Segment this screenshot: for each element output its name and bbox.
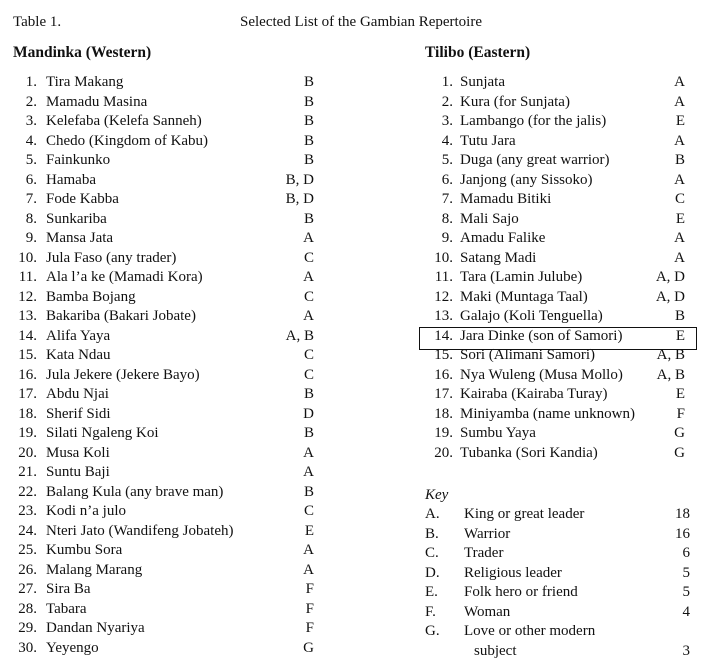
- key-item: [0, 525, 709, 545]
- item-name: Chedo (Kingdom of Kabu): [46, 132, 209, 149]
- item-name: Kata Ndau: [46, 347, 111, 363]
- item-name: Jula Jekere (Jekere Bayo): [46, 366, 200, 383]
- item-number: 17.: [434, 386, 453, 402]
- item-name: Jula Faso (any trader): [46, 249, 177, 266]
- key-label: Folk hero or friend: [464, 584, 578, 600]
- item-name: Kodi n’a julo: [46, 503, 126, 519]
- item-name: Abdu Njai: [46, 386, 109, 402]
- list-item: [0, 366, 709, 386]
- item-name: Mamadu Bitiki: [460, 191, 552, 207]
- key-label: Religious leader: [464, 564, 562, 581]
- item-category: C: [674, 191, 685, 207]
- item-number: 25.: [18, 542, 37, 558]
- item-name: Sunjata: [460, 74, 505, 90]
- item-category: C: [303, 366, 314, 383]
- item-category: A: [674, 171, 685, 188]
- item-number: 3.: [25, 113, 37, 129]
- highlight-box: [419, 327, 697, 350]
- item-name: Yeyengo: [46, 639, 99, 656]
- item-category: A: [303, 269, 314, 285]
- item-number: 7.: [441, 191, 453, 207]
- item-name: Sira Ba: [46, 581, 91, 597]
- item-number: 11.: [434, 269, 453, 285]
- key-item-continuation: [0, 642, 709, 662]
- item-number: 16.: [434, 366, 453, 383]
- item-name: Galajo (Koli Tenguella): [460, 308, 603, 324]
- item-number: 21.: [18, 464, 37, 480]
- right-heading: Tilibo (Eastern): [425, 44, 531, 61]
- item-number: 26.: [18, 561, 37, 578]
- item-name: Kura (for Sunjata): [460, 93, 570, 110]
- item-category: E: [675, 113, 685, 129]
- item-category: D: [303, 405, 314, 422]
- key-item: [0, 544, 709, 564]
- key-item: [0, 505, 709, 525]
- item-number: 1.: [441, 74, 453, 90]
- item-name: Kumbu Sora: [46, 542, 123, 558]
- item-category: E: [675, 327, 685, 344]
- list-item: [0, 151, 709, 171]
- item-number: 20.: [434, 444, 453, 461]
- list-item: [0, 405, 709, 425]
- item-number: 19.: [18, 425, 37, 441]
- item-category: E: [675, 386, 685, 402]
- item-number: 4.: [25, 132, 37, 149]
- item-name: Tutu Jara: [460, 132, 516, 149]
- item-category: A: [303, 561, 314, 578]
- key-letter: B.: [425, 525, 439, 542]
- key-item: [0, 583, 709, 603]
- item-number: 20.: [18, 444, 37, 461]
- key-letter: F.: [425, 603, 436, 620]
- item-category: C: [303, 249, 314, 266]
- item-category: E: [675, 210, 685, 227]
- item-category: C: [303, 347, 314, 363]
- list-item: [0, 268, 709, 288]
- list-item: [0, 307, 709, 327]
- item-number: 10.: [434, 249, 453, 266]
- item-name: Suntu Baji: [46, 464, 110, 480]
- item-number: 22.: [18, 483, 37, 500]
- key-title: Key: [425, 487, 449, 503]
- list-item: [0, 93, 709, 113]
- key-letter: G.: [425, 623, 440, 639]
- item-category: A: [674, 230, 685, 246]
- list-item: [0, 424, 709, 444]
- item-number: 15.: [434, 347, 453, 363]
- item-name: Mamadu Masina: [46, 93, 148, 110]
- list-item: [0, 132, 709, 152]
- item-number: 5.: [25, 152, 37, 168]
- item-number: 3.: [441, 113, 453, 129]
- item-number: 7.: [25, 191, 37, 207]
- item-category: G: [674, 425, 685, 441]
- item-name: Kelefaba (Kelefa Sanneh): [46, 113, 202, 129]
- item-name: Miniyamba (name unknown): [460, 405, 635, 422]
- list-item: [0, 288, 709, 308]
- item-category: A: [303, 464, 314, 480]
- list-item: [0, 210, 709, 230]
- item-name: Balang Kula (any brave man): [46, 483, 224, 500]
- item-name: Nteri Jato (Wandifeng Jobateh): [46, 522, 234, 539]
- item-category: F: [305, 600, 314, 617]
- item-number: 14.: [434, 327, 453, 344]
- item-category: A: [674, 249, 685, 266]
- item-category: A, B: [656, 366, 685, 383]
- item-category: G: [303, 639, 314, 656]
- key-label: Warrior: [464, 525, 511, 542]
- item-category: E: [304, 522, 314, 539]
- list-item: [0, 190, 709, 210]
- item-name: Sherif Sidi: [46, 405, 111, 422]
- item-name: Musa Koli: [46, 444, 110, 461]
- item-number: 9.: [25, 230, 37, 246]
- item-category: A: [674, 74, 685, 90]
- item-category: A: [303, 230, 314, 246]
- key-count: 4: [682, 603, 690, 620]
- item-category: B: [303, 74, 314, 90]
- item-name: Alifa Yaya: [46, 327, 111, 344]
- item-number: 29.: [18, 620, 37, 636]
- item-number: 18.: [18, 405, 37, 422]
- item-category: B: [674, 152, 685, 168]
- item-category: B: [303, 132, 314, 149]
- item-category: B: [674, 308, 685, 324]
- list-item: [0, 385, 709, 405]
- item-name: Bamba Bojang: [46, 288, 136, 305]
- list-item: [0, 112, 709, 132]
- item-name: Tara (Lamin Julube): [460, 269, 583, 285]
- item-category: G: [674, 444, 685, 461]
- item-number: 8.: [441, 210, 453, 227]
- item-number: 13.: [18, 308, 37, 324]
- key-count: 18: [675, 506, 690, 522]
- item-category: A, B: [285, 327, 314, 344]
- key-label: King or great leader: [464, 506, 585, 522]
- item-category: A: [303, 308, 314, 324]
- list-item: [0, 249, 709, 269]
- item-number: 24.: [18, 522, 37, 539]
- item-category: C: [303, 503, 314, 519]
- item-number: 12.: [18, 288, 37, 305]
- item-name: Jara Dinke (son of Samori): [460, 327, 623, 344]
- item-name: Fainkunko: [46, 152, 111, 168]
- item-category: C: [303, 288, 314, 305]
- item-name: Malang Marang: [46, 561, 143, 578]
- item-name: Mansa Jata: [46, 230, 114, 246]
- key-letter: E.: [425, 584, 438, 600]
- key-item: [0, 564, 709, 584]
- item-category: A, B: [656, 347, 685, 363]
- key-label-continued: subject: [474, 642, 517, 659]
- item-name: Duga (any great warrior): [460, 152, 610, 168]
- item-number: 30.: [18, 639, 37, 656]
- key-item: [0, 603, 709, 623]
- left-heading: Mandinka (Western): [13, 44, 152, 61]
- item-category: F: [305, 581, 314, 597]
- list-item: [0, 463, 709, 483]
- item-name: Sumbu Yaya: [460, 425, 536, 441]
- item-name: Janjong (any Sissoko): [460, 171, 593, 188]
- item-number: 9.: [441, 230, 453, 246]
- item-category: A: [303, 542, 314, 558]
- item-category: B: [303, 425, 314, 441]
- item-number: 16.: [18, 366, 37, 383]
- item-name: Tira Makang: [46, 74, 124, 90]
- list-item: [0, 229, 709, 249]
- item-number: 14.: [18, 327, 37, 344]
- item-number: 13.: [434, 308, 453, 324]
- item-number: 6.: [441, 171, 453, 188]
- key-letter: D.: [425, 564, 440, 581]
- item-number: 12.: [434, 288, 453, 305]
- list-item: [0, 171, 709, 191]
- key-count: 3: [682, 642, 690, 659]
- key-label: Woman: [464, 603, 511, 620]
- item-category: F: [676, 405, 685, 422]
- item-category: B: [303, 152, 314, 168]
- item-number: 6.: [25, 171, 37, 188]
- list-item: [0, 444, 709, 464]
- item-number: 10.: [18, 249, 37, 266]
- item-number: 1.: [25, 74, 37, 90]
- item-category: B: [303, 210, 314, 227]
- list-item: [0, 73, 709, 93]
- item-number: 2.: [25, 93, 37, 110]
- item-category: B: [303, 113, 314, 129]
- item-name: Tabara: [46, 600, 87, 617]
- item-category: B, D: [285, 171, 314, 188]
- item-category: A, D: [655, 269, 685, 285]
- item-name: Kairaba (Kairaba Turay): [460, 386, 608, 402]
- item-category: B: [303, 386, 314, 402]
- key-item: [0, 622, 709, 642]
- item-category: B: [303, 93, 314, 110]
- item-name: Mali Sajo: [460, 210, 519, 227]
- item-name: Tubanka (Sori Kandia): [460, 444, 598, 461]
- key-letter: A.: [425, 506, 440, 522]
- key-count: 16: [675, 525, 690, 542]
- item-number: 19.: [434, 425, 453, 441]
- item-name: Maki (Muntaga Taal): [460, 288, 588, 305]
- item-name: Sunkariba: [46, 210, 107, 227]
- item-name: Dandan Nyariya: [46, 620, 145, 636]
- key-count: 5: [682, 564, 690, 581]
- item-name: Ala l’a ke (Mamadi Kora): [46, 269, 203, 285]
- item-number: 28.: [18, 600, 37, 617]
- item-name: Fode Kabba: [46, 191, 119, 207]
- item-number: 8.: [25, 210, 37, 227]
- item-number: 2.: [441, 93, 453, 110]
- item-category: A: [674, 132, 685, 149]
- item-name: Nya Wuleng (Musa Mollo): [460, 366, 623, 383]
- item-number: 17.: [18, 386, 37, 402]
- item-number: 11.: [18, 269, 37, 285]
- item-category: F: [305, 620, 314, 636]
- item-name: Amadu Falike: [460, 230, 546, 246]
- item-name: Silati Ngaleng Koi: [46, 425, 159, 441]
- item-category: A: [303, 444, 314, 461]
- item-number: 4.: [441, 132, 453, 149]
- table-label: Table 1.: [13, 14, 62, 30]
- item-category: B, D: [285, 191, 314, 207]
- key-count: 5: [682, 584, 690, 600]
- key-letter: C.: [425, 545, 439, 561]
- table-title: Selected List of the Gambian Repertoire: [240, 14, 482, 30]
- item-number: 27.: [18, 581, 37, 597]
- item-category: B: [303, 483, 314, 500]
- key-count: 6: [682, 545, 690, 561]
- item-name: Hamaba: [46, 171, 96, 188]
- item-category: A: [674, 93, 685, 110]
- list-item: [0, 483, 709, 503]
- item-name: Bakariba (Bakari Jobate): [46, 308, 196, 324]
- item-name: Sori (Alimani Samori): [460, 347, 595, 363]
- item-number: 15.: [18, 347, 37, 363]
- key-label: Trader: [464, 545, 504, 561]
- key-label: Love or other modern: [464, 623, 596, 639]
- item-category: A, D: [655, 288, 685, 305]
- item-name: Lambango (for the jalis): [460, 113, 607, 129]
- item-number: 5.: [441, 152, 453, 168]
- item-number: 18.: [434, 405, 453, 422]
- item-number: 23.: [18, 503, 37, 519]
- item-name: Satang Madi: [460, 249, 537, 266]
